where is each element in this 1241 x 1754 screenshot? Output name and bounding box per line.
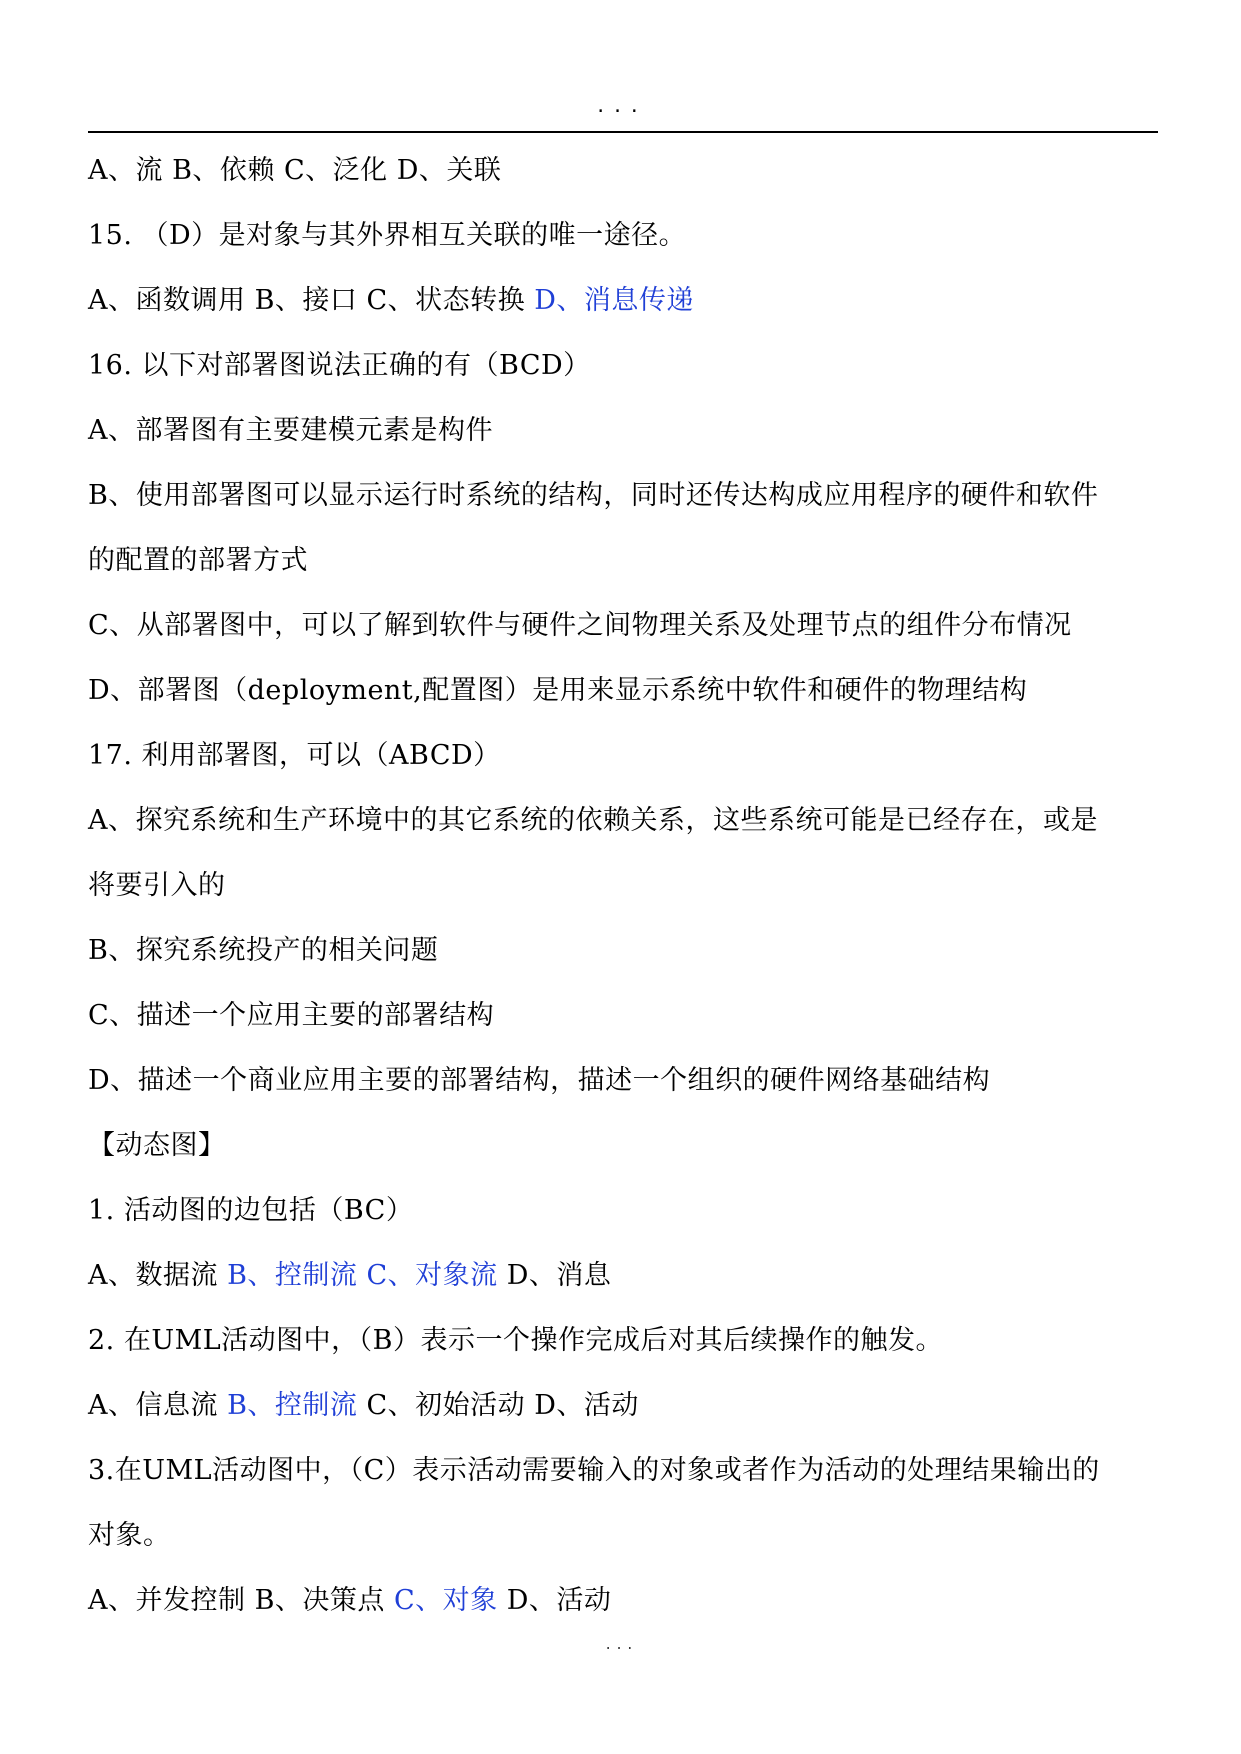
text-segment: 2. 在UML活动图中，（B）表示一个操作完成后对其后续操作的触发。 bbox=[88, 1325, 944, 1356]
text-segment: A、函数调用 B、接口 C、状态转换 bbox=[88, 285, 535, 316]
text-line bbox=[88, 1503, 1158, 1568]
text-segment: C、初始活动 D、活动 bbox=[357, 1390, 639, 1421]
page-footer-mark: ... bbox=[604, 1638, 637, 1653]
text-segment: 的配置的部署方式 bbox=[88, 545, 308, 576]
text-segment: A、数据流 bbox=[88, 1260, 228, 1291]
answer-highlight: C、对象 bbox=[394, 1585, 498, 1616]
text-segment: B、使用部署图可以显示运行时系统的结构，同时还传达构成应用程序的硬件和软件 bbox=[88, 480, 1099, 511]
text-segment: 将要引入的 bbox=[88, 870, 226, 901]
text-segment: A、探究系统和生产环境中的其它系统的依赖关系，这些系统可能是已经存在，或是 bbox=[88, 805, 1098, 836]
text-segment: C、描述一个应用主要的部署结构 bbox=[88, 1000, 495, 1031]
text-segment: D、部署图（deployment,配置图）是用来显示系统中软件和硬件的物理结构 bbox=[88, 675, 1028, 706]
text-line bbox=[88, 593, 1158, 658]
text-line bbox=[88, 1438, 1158, 1503]
text-line bbox=[88, 463, 1158, 528]
text-line bbox=[88, 1308, 1158, 1373]
text-segment: A、信息流 bbox=[88, 1390, 228, 1421]
text-line bbox=[88, 1048, 1158, 1113]
text-line bbox=[88, 1568, 1158, 1633]
text-segment: 1. 活动图的边包括（BC） bbox=[88, 1195, 414, 1226]
text-line bbox=[88, 983, 1158, 1048]
text-segment: 17. 利用部署图，可以（ABCD） bbox=[88, 740, 501, 771]
text-line bbox=[88, 1243, 1158, 1308]
page-header-mark: ... bbox=[595, 96, 646, 117]
text-line bbox=[88, 918, 1158, 983]
text-segment: A、并发控制 B、决策点 bbox=[88, 1585, 395, 1616]
text-line bbox=[88, 1113, 1158, 1178]
text-line bbox=[88, 398, 1158, 463]
text-segment: B、探究系统投产的相关问题 bbox=[88, 935, 439, 966]
text-segment: 16. 以下对部署图说法正确的有（BCD） bbox=[88, 350, 591, 381]
text-segment: 3.在UML活动图中，（C）表示活动需要输入的对象或者作为活动的处理结果输出的 bbox=[88, 1455, 1100, 1486]
text-segment: D、描述一个商业应用主要的部署结构，描述一个组织的硬件网络基础结构 bbox=[88, 1065, 991, 1096]
text-line bbox=[88, 203, 1158, 268]
text-segment: 【动态图】 bbox=[88, 1130, 226, 1161]
text-segment: C、从部署图中，可以了解到软件与硬件之间物理关系及处理节点的组件分布情况 bbox=[88, 610, 1072, 641]
header-divider bbox=[88, 131, 1158, 133]
text-line bbox=[88, 268, 1158, 333]
text-segment: 对象。 bbox=[88, 1520, 171, 1551]
text-line bbox=[88, 333, 1158, 398]
text-line bbox=[88, 138, 1158, 203]
text-line bbox=[88, 528, 1158, 593]
text-segment: 15. （D）是对象与其外界相互关联的唯一途径。 bbox=[88, 220, 687, 251]
answer-highlight: B、控制流 bbox=[227, 1390, 358, 1421]
text-line bbox=[88, 723, 1158, 788]
document-body bbox=[88, 138, 1158, 1633]
text-segment: D、活动 bbox=[497, 1585, 612, 1616]
text-segment: A、流 B、依赖 C、泛化 D、关联 bbox=[88, 155, 502, 186]
text-segment: D、消息 bbox=[497, 1260, 612, 1291]
answer-highlight: D、消息传递 bbox=[534, 285, 694, 316]
answer-highlight: B、控制流 C、对象流 bbox=[227, 1260, 498, 1291]
text-line bbox=[88, 788, 1158, 853]
text-line bbox=[88, 1178, 1158, 1243]
text-segment: A、部署图有主要建模元素是构件 bbox=[88, 415, 493, 446]
text-line bbox=[88, 853, 1158, 918]
text-line bbox=[88, 1373, 1158, 1438]
text-line bbox=[88, 658, 1158, 723]
